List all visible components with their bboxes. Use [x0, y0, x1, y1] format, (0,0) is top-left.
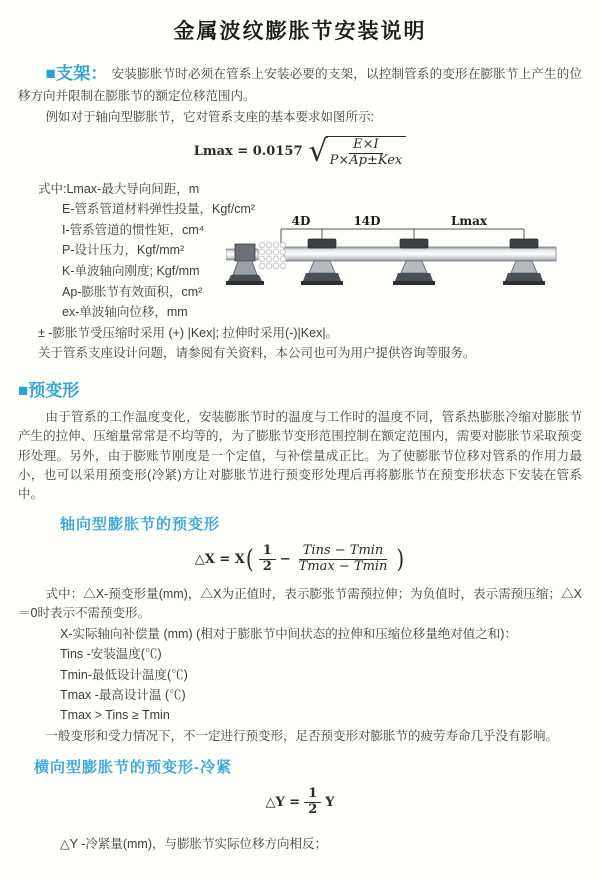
support-example-line: 例如对于轴向型膨胀节，它对管系支座的基本要求如图所示:: [45, 110, 374, 125]
sqrt-numerator: E×I: [349, 138, 383, 154]
support-intro-paragraph: [18, 61, 582, 107]
saddle-support-icon: [301, 239, 343, 285]
lmax-formula-lhs: Lmax = 0.0157: [193, 144, 303, 159]
bellows-icon: [259, 242, 286, 269]
axial-formula-lhs: △X = X: [194, 551, 245, 567]
definition-line: K-单波轴向刚度; Kgf/mm: [62, 264, 200, 279]
support-section-heading: ■支架：: [45, 63, 108, 83]
lmax-formula: [193, 133, 407, 169]
pipe-body: [284, 247, 556, 261]
minus-sign: −: [279, 551, 291, 567]
saddle-support-icon: [503, 239, 545, 285]
sqrt-fraction: [326, 136, 407, 169]
temp-line: Tmax -最高设计温 (℃): [60, 687, 186, 702]
pipe-support-diagram: [226, 211, 586, 311]
lateral-formula-row: [18, 787, 582, 818]
definitions-and-diagram: [18, 179, 582, 323]
close-paren: ): [396, 543, 405, 574]
definition-line: E-管系管道材料弹性投量，Kgf/cm²: [62, 202, 256, 217]
definition-line: I-管系管道的惯性矩，cm⁴: [62, 222, 205, 237]
open-paren: (: [245, 543, 254, 574]
square-bullet-icon: ■: [18, 380, 29, 400]
support-intro-text: 安装膨胀节时必须在管系上安装必要的支架，以控制管系的变形在膨胀节上产生的位移方向并限制在膨胀节的额定位移范围内。: [18, 66, 582, 103]
lateral-note: △Y -冷紧量(mm)，与膨胀节实际位移方向相反；: [60, 837, 328, 852]
dimension-labels: [292, 214, 488, 228]
saddle-support-icon: [393, 239, 435, 285]
service-note: 关于管系支座设计问题，请参阅有关资料，本公司也可为用户提供咨询等服务。: [38, 346, 476, 361]
one-half-fraction: $\frac{1}{2}$: [259, 544, 276, 575]
label-4d: 4D: [291, 213, 311, 228]
label-14d: 14D: [353, 213, 381, 228]
temp-line: Tmax > Tins ≥ Tmin: [60, 708, 170, 723]
sqrt-denominator: P×Ap±Kex: [329, 152, 403, 168]
one-half-fraction: $\frac{1}{2}$: [304, 787, 321, 818]
axial-preform-formula: [195, 544, 405, 575]
preform-body-paragraph: 由于管系的工作温度变化，安装膨胀节时的温度与工作时的温度不同，管系热膨胀冷缩对膨胀节产生的拉伸、压缩量常常是不均等的，为了膨胀节变形范围控制在额定范围内，需要对膨胀节采取预变形处理。另外，由于膨账节刚度是一个定值，与补偿量成正比。为了使膨胀节位移对管系的作用力最小，也可以采用预变形(冷紧)方让对膨胀节进行预变形处理后再将膨胀节在预变形状态下安装在管系中。: [18, 409, 582, 502]
preform-section-heading: ■预变形: [18, 380, 80, 400]
axial-note-final: 一般变形和受力情况下，不一定进行预变形，足否预变形对膨胀节的疲劳寿命几乎没有影响。: [45, 728, 559, 743]
definition-line: P-设计压力，Kgf/mm²: [62, 243, 185, 258]
axial-note-main: 式中：△X-预变形量(mm)，△X为正值时，表示膨张节需预拉伸；为负值时，表示需预压缩；△X＝0时表示不需预变形。: [18, 587, 582, 621]
label-lmax: Lmax: [450, 213, 488, 228]
axial-note-x: X-实际轴向补偿量 (mm) (相对于膨胀节中间状态的拉伸和压缩位移量绝对值之和)：: [60, 626, 517, 641]
sqrt-expression: [308, 133, 407, 169]
kex-sign-note: ± -膨胀节受压缩时采用 (+) |Kex|; 拉伸时采用(-)|Kex|。: [38, 325, 339, 340]
square-bullet-icon: ■: [45, 63, 56, 83]
axial-subsection-heading: 轴向型膨胀节的预变形: [60, 515, 221, 533]
axial-formula-row: [18, 544, 582, 575]
lateral-subsection-heading: 横向型膨胀节的预变形-冷紧: [34, 759, 232, 777]
lateral-formula-lhs: △Y =: [265, 794, 301, 810]
lateral-formula-rhs: Y: [325, 794, 335, 810]
radical-sign: √: [308, 133, 328, 169]
definition-line: ex-单波轴向位移，mm: [62, 305, 188, 320]
temperature-fraction: $\frac{\text{Tins − Tmin}}{Tmax - Tmin}$: [298, 543, 388, 575]
lmax-formula-row: [18, 133, 582, 169]
lateral-preform-formula: [265, 787, 334, 818]
definition-line: 式中:Lmax-最大导向间距，m: [38, 181, 200, 196]
definition-line: Ap-膨胀节有效面积，cm²: [62, 284, 203, 299]
temp-line: Tins -安装温度(℃): [60, 647, 162, 662]
page-title: 金属波纹膨胀节安装说明: [173, 20, 427, 43]
temp-line: Tmin-最低设计温度(℃): [60, 667, 188, 682]
